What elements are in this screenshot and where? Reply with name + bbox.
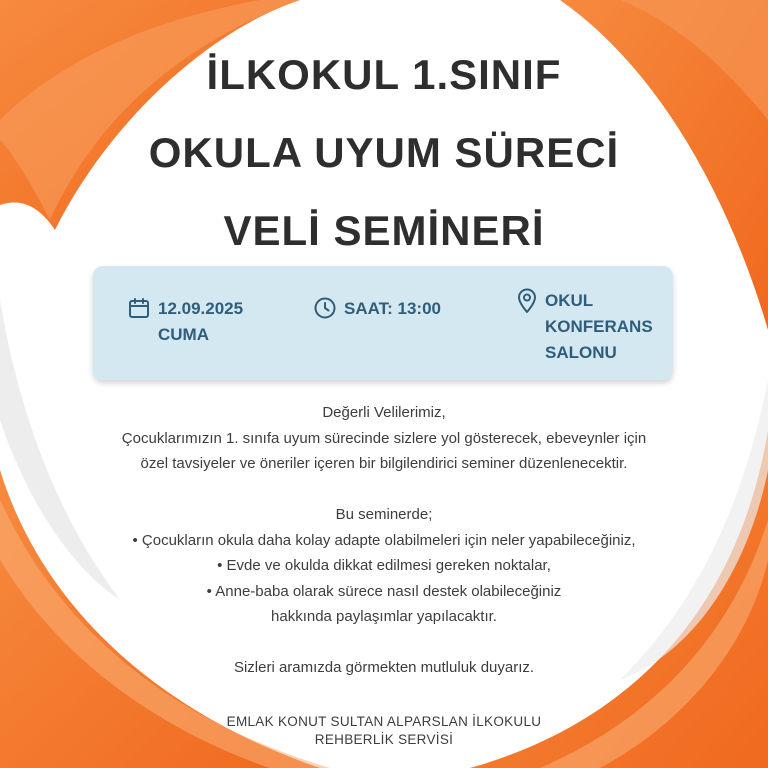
event-location	[516, 288, 653, 366]
event-day-value: CUMA	[158, 325, 209, 344]
calendar-icon	[127, 296, 151, 320]
intro-line-2: özel tavsiyeler ve öneriler içeren bir bilgilendirici seminer düzenlenecektir.	[140, 455, 628, 472]
event-time	[313, 296, 441, 322]
announcement-body	[0, 400, 768, 681]
event-date	[127, 296, 243, 348]
title-line-1: İLKOKUL 1.SINIF	[206, 51, 562, 98]
greeting: Değerli Velilerimiz,	[322, 404, 446, 421]
topic-item-1: • Çocukların okula daha kolay adapte olabilmeleri için neler yapabileceğiniz,	[132, 531, 636, 549]
event-location-line-3: SALONU	[545, 343, 617, 362]
title-line-3: VELİ SEMİNERİ	[223, 207, 545, 254]
topic-item-3: • Anne-baba olarak sürece nasıl destek olabileceğiniz	[206, 582, 562, 600]
event-location-line-2: KONFERANS	[545, 317, 653, 336]
clock-icon	[313, 296, 337, 320]
topics-closing: hakkında paylaşımlar yapılacaktır.	[271, 608, 497, 625]
event-date-value: 12.09.2025	[158, 299, 244, 318]
title-line-2: OKULA UYUM SÜRECİ	[148, 129, 620, 176]
topics-heading: Bu seminerde;	[335, 506, 433, 523]
event-time-value: SAAT: 13:00	[344, 299, 441, 318]
closing-line: Sizleri aramızda görmekten mutluluk duyarız.	[233, 659, 535, 676]
poster-title	[0, 36, 768, 270]
topic-item-2: • Evde ve okulda dikkat edilmesi gereken noktalar,	[217, 557, 551, 574]
intro-line-1: Çocuklarımızın 1. sınıfa uyum sürecinde sizlere yol gösterecek, ebeveynler için	[121, 429, 647, 447]
location-pin-icon	[516, 288, 538, 314]
event-info-card	[93, 266, 673, 380]
event-location-line-1: OKUL	[545, 291, 594, 310]
school-name: EMLAK KONUT SULTAN ALPARSLAN İLKOKULU	[226, 714, 542, 729]
spacer	[0, 630, 768, 656]
spacer	[0, 477, 768, 503]
department-name: REHBERLİK SERVİSİ	[314, 732, 454, 747]
organizer-footer	[0, 713, 768, 749]
